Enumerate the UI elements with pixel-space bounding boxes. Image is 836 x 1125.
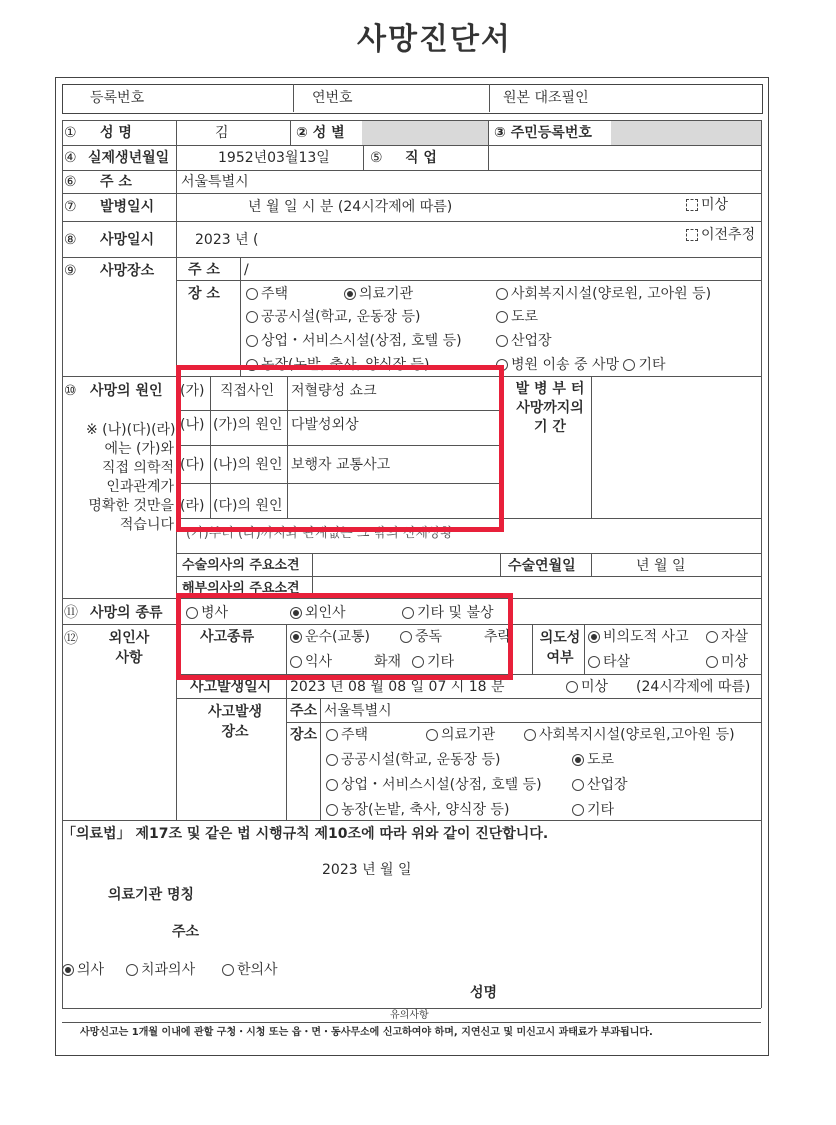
row11-num: ⑪ bbox=[64, 605, 78, 621]
accident-place-etc[interactable]: 기타 bbox=[572, 801, 614, 819]
period-label: 발 병 부 터 사망까지의 기 간 bbox=[515, 381, 585, 435]
row2-job-num: ⑤ bbox=[370, 150, 383, 166]
radio-icon[interactable] bbox=[588, 656, 600, 668]
radio-icon[interactable] bbox=[706, 631, 718, 643]
radio-icon[interactable] bbox=[326, 779, 338, 791]
highlight-kind-box bbox=[176, 593, 513, 680]
radio-icon[interactable] bbox=[222, 964, 234, 976]
radio-checked-icon[interactable] bbox=[344, 288, 356, 300]
doctor-type-dentist[interactable]: 치과의사 bbox=[126, 961, 195, 979]
intent-option-homicide[interactable]: 타살 bbox=[588, 653, 630, 671]
accident-datetime-label: 사고발생일시 bbox=[190, 679, 272, 695]
accident-datetime-value: 2023 년 08 월 08 일 07 시 18 분 bbox=[290, 679, 505, 695]
place-option-medical[interactable]: 의료기관 bbox=[344, 285, 413, 303]
onset-unknown-checkbox[interactable] bbox=[686, 199, 698, 211]
cause-b-mark: (나) bbox=[180, 417, 205, 433]
row1-num: ① bbox=[64, 125, 77, 141]
intent-option-accident[interactable]: 비의도적 사고 bbox=[588, 628, 689, 646]
accident-option-drowning[interactable]: 익사 bbox=[290, 653, 332, 671]
radio-icon[interactable] bbox=[496, 288, 508, 300]
death-estimate[interactable]: 이전추정 bbox=[686, 226, 755, 244]
sex-label-num: ② 성 별 bbox=[296, 125, 345, 141]
accident-option-poison[interactable]: 중독 bbox=[400, 628, 442, 646]
other-condition-label: (가)부터 (라)까지와 관계없는 그 밖의 신체상황 bbox=[186, 526, 453, 541]
death-value: 2023 년 ( bbox=[195, 232, 259, 248]
place-option-farm[interactable]: 농장(논밭, 축사, 양식장 등) bbox=[246, 356, 429, 374]
surgery-opinion-label: 수술의사의 주요소견 bbox=[182, 558, 300, 573]
place-option-home[interactable]: 주택 bbox=[246, 285, 288, 303]
radio-icon[interactable] bbox=[566, 681, 578, 693]
place-type-label: 장 소 bbox=[188, 286, 220, 302]
place-option-road[interactable]: 도로 bbox=[496, 308, 538, 326]
row4-num: ⑦ bbox=[64, 199, 77, 215]
radio-checked-icon[interactable] bbox=[588, 631, 600, 643]
accident-place-medical[interactable]: 의료기관 bbox=[426, 726, 495, 744]
radio-checked-icon[interactable] bbox=[62, 964, 74, 976]
institution-label: 의료기관 명칭 bbox=[108, 887, 195, 903]
accident-option-traffic[interactable]: 운수(교통) bbox=[290, 628, 370, 646]
external-label: 외인사 사항 bbox=[108, 630, 150, 666]
accident-datetime-unknown[interactable]: 미상 bbox=[566, 678, 608, 696]
onset-unknown[interactable]: 미상 bbox=[686, 196, 728, 214]
row10-num: ⑩ bbox=[64, 383, 77, 399]
reg-no-label: 등록번호 bbox=[90, 90, 145, 106]
row2-num: ④ bbox=[64, 150, 77, 166]
row3-num: ⑥ bbox=[64, 174, 77, 190]
kind-option-external[interactable]: 외인사 bbox=[290, 604, 346, 622]
cause-note: ※ (나)(다)(라) 에는 (가)와 직접 의학적 인과관계가 명확한 것만을 적습니다 bbox=[86, 422, 176, 533]
onset-label: 발병일시 bbox=[100, 199, 155, 215]
name-value: 김 bbox=[215, 125, 229, 141]
radio-icon[interactable] bbox=[246, 335, 258, 347]
doctor-type-doctor[interactable]: 의사 bbox=[62, 961, 104, 979]
radio-checked-icon[interactable] bbox=[572, 754, 584, 766]
place-option-transfer[interactable]: 병원 이송 중 사망 기타 bbox=[496, 356, 666, 374]
kind-option-disease[interactable]: 병사 bbox=[186, 604, 228, 622]
job-label: 직 업 bbox=[405, 150, 437, 166]
notice-title: 유의사항 bbox=[390, 1010, 429, 1021]
place-option-welfare[interactable]: 사회복지시설(양로원, 고아원 등) bbox=[496, 285, 711, 303]
address-value: 서울특별시 bbox=[181, 174, 249, 190]
accident-datetime-note: (24시각제에 따름) bbox=[636, 679, 751, 695]
document-title: 사망진단서 bbox=[357, 22, 512, 57]
birth-value: 1952년03월13일 bbox=[218, 150, 330, 166]
sex-value-redacted bbox=[362, 121, 488, 145]
birth-label: 실제생년월일 bbox=[88, 150, 170, 166]
surgery-date-value: 년 월 일 bbox=[636, 558, 686, 574]
radio-icon[interactable] bbox=[326, 729, 338, 741]
accident-place-sub-label: 장소 bbox=[290, 727, 318, 743]
notice-text: 사망신고는 1개월 이내에 관할 구청・시청 또는 읍・면・동사무소에 신고하여야 하며, 지연신고 및 미신고시 과태료가 부과됩니다. bbox=[80, 1027, 653, 1038]
radio-icon[interactable] bbox=[246, 288, 258, 300]
accident-place-commercial[interactable]: 상업・서비스시설(상점, 호텔 등) bbox=[326, 776, 542, 794]
radio-icon[interactable] bbox=[623, 359, 635, 371]
estimate-checkbox[interactable] bbox=[686, 229, 698, 241]
place-option-industrial[interactable]: 산업장 bbox=[496, 332, 552, 350]
cause-label: 사망의 원인 bbox=[90, 383, 163, 399]
header-row bbox=[62, 84, 763, 114]
radio-icon[interactable] bbox=[572, 804, 584, 816]
onset-value: 년 월 일 시 분 (24시각제에 따름) bbox=[248, 199, 453, 215]
accident-place-road[interactable]: 도로 bbox=[572, 751, 614, 769]
cause-d-label: (다)의 원인 bbox=[213, 498, 283, 514]
place-option-public[interactable]: 공공시설(학교, 운동장 등) bbox=[246, 308, 421, 326]
accident-option-fire[interactable]: 화재 bbox=[374, 654, 402, 670]
highlight-cause-box bbox=[176, 365, 504, 532]
accident-place-welfare[interactable]: 사회복지시설(양로원,고아원 등) bbox=[524, 726, 735, 744]
accident-place-industrial[interactable]: 산업장 bbox=[572, 776, 628, 794]
rrn-label: ③ 주민등록번호 bbox=[494, 125, 592, 141]
cause-c-value: 보행자 교통사고 bbox=[291, 457, 391, 473]
row12-num: ⑫ bbox=[64, 631, 78, 647]
autopsy-opinion-label: 해부의사의 주요소견 bbox=[182, 581, 300, 596]
cause-c-mark: (다) bbox=[180, 457, 205, 473]
radio-icon[interactable] bbox=[572, 779, 584, 791]
intent-label: 의도성 여부 bbox=[539, 630, 581, 666]
rrn-value-redacted bbox=[611, 121, 761, 145]
radio-icon[interactable] bbox=[326, 804, 338, 816]
address-label: 주 소 bbox=[100, 174, 132, 190]
accident-place-farm[interactable]: 농장(논밭, 축사, 양식장 등) bbox=[326, 801, 509, 819]
issue-date: 2023 년 월 일 bbox=[322, 862, 412, 878]
cause-a-value: 저혈량성 쇼크 bbox=[291, 383, 377, 399]
radio-icon[interactable] bbox=[426, 729, 438, 741]
intent-option-unknown[interactable]: 미상 bbox=[706, 653, 748, 671]
accident-option-fall[interactable]: 추락 bbox=[484, 629, 512, 645]
institution-address-label: 주소 bbox=[172, 924, 200, 940]
radio-icon[interactable] bbox=[326, 754, 338, 766]
row9-num: ⑨ bbox=[64, 263, 77, 279]
cause-a-mark: (가) bbox=[180, 383, 205, 399]
intent-option-suicide[interactable]: 자살 bbox=[706, 628, 748, 646]
surgery-date-label: 수술연월일 bbox=[508, 558, 576, 574]
radio-icon[interactable] bbox=[496, 311, 508, 323]
accident-kind-label: 사고종류 bbox=[200, 629, 255, 645]
radio-icon[interactable] bbox=[524, 729, 536, 741]
cause-d-mark: (라) bbox=[180, 498, 205, 514]
original-check-label: 원본 대조필인 bbox=[503, 90, 589, 106]
name-label: 성 명 bbox=[100, 125, 132, 141]
signature-label: 성명 bbox=[470, 985, 498, 1001]
radio-icon[interactable] bbox=[126, 964, 138, 976]
death-label: 사망일시 bbox=[100, 232, 155, 248]
accident-place-home[interactable]: 주택 bbox=[326, 726, 368, 744]
place-addr-value: / bbox=[244, 262, 249, 278]
radio-icon[interactable] bbox=[496, 335, 508, 347]
doctor-type-oriental[interactable]: 한의사 bbox=[222, 961, 278, 979]
radio-icon[interactable] bbox=[246, 311, 258, 323]
row5-num: ⑧ bbox=[64, 232, 77, 248]
death-kind-label: 사망의 종류 bbox=[90, 605, 163, 621]
serial-no-label: 연번호 bbox=[312, 90, 353, 106]
accident-place-public[interactable]: 공공시설(학교, 운동장 등) bbox=[326, 751, 501, 769]
death-place-label: 사망장소 bbox=[100, 263, 155, 279]
accident-option-etc[interactable]: 기타 bbox=[412, 653, 454, 671]
accident-addr-label: 주소 bbox=[290, 703, 318, 719]
cause-b-label: (가)의 원인 bbox=[213, 417, 283, 433]
cause-c-label: (나)의 원인 bbox=[213, 457, 283, 473]
place-addr-label: 주 소 bbox=[188, 262, 220, 278]
kind-option-other[interactable]: 기타 및 불상 bbox=[402, 604, 494, 622]
legal-statement: 「의료법」 제17조 및 같은 법 시행규칙 제10조에 따라 위와 같이 진단합니다. bbox=[62, 826, 549, 842]
cause-b-value: 다발성외상 bbox=[291, 417, 359, 433]
place-option-commercial[interactable]: 상업・서비스시설(상점, 호텔 등) bbox=[246, 332, 462, 350]
cause-a-label: 직접사인 bbox=[220, 383, 275, 399]
accident-place-label: 사고발생 장소 bbox=[207, 704, 263, 740]
radio-icon[interactable] bbox=[706, 656, 718, 668]
accident-addr-value: 서울특별시 bbox=[324, 703, 392, 719]
